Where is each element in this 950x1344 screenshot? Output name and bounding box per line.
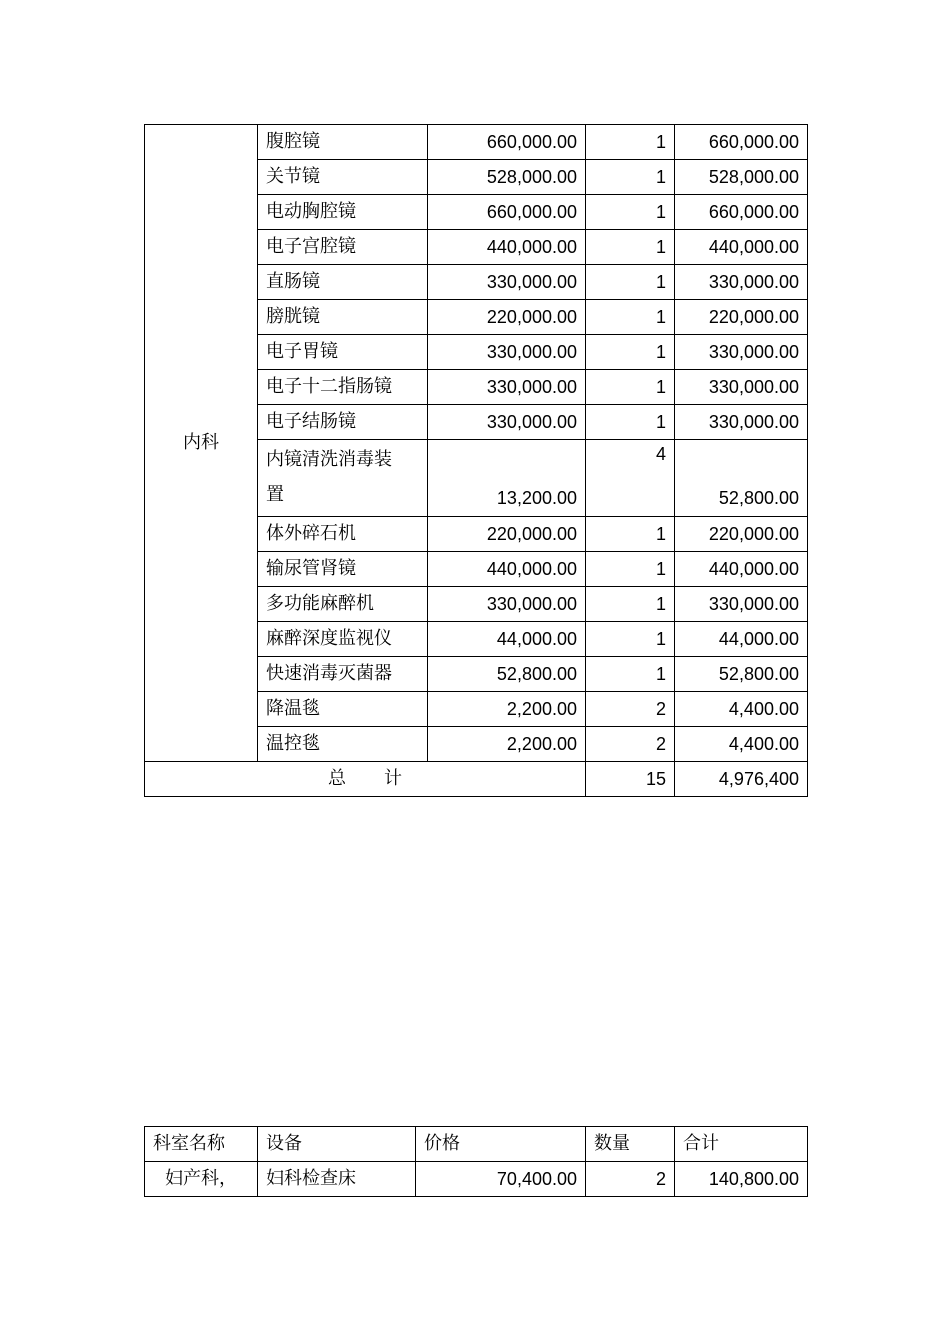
department-cell: 内科 [145,125,258,762]
price-cell: 660,000.00 [428,125,586,160]
header-device: 设备 [258,1127,416,1162]
device-cell [258,440,428,517]
price-cell: 220,000.00 [428,517,586,552]
qty-cell: 1 [586,335,675,370]
qty-cell: 1 [586,265,675,300]
qty-cell: 1 [586,300,675,335]
device-cell: 麻醉深度监视仪 [258,622,428,657]
qty-cell: 1 [586,160,675,195]
qty-cell: 2 [586,692,675,727]
table-row [145,125,808,160]
qty-cell: 1 [586,195,675,230]
total-cell: 440,000.00 [675,230,808,265]
price-cell: 330,000.00 [428,335,586,370]
total-cell: 330,000.00 [675,370,808,405]
qty-cell: 1 [586,657,675,692]
total-cell: 220,000.00 [675,517,808,552]
table-row [145,1162,808,1197]
total-cell: 330,000.00 [675,335,808,370]
device-cell: 快速消毒灭菌器 [258,657,428,692]
summary-label-a: 总 [328,768,346,789]
price-cell: 330,000.00 [428,370,586,405]
summary-label [145,762,586,797]
price-cell: 330,000.00 [428,265,586,300]
price-cell: 330,000.00 [428,405,586,440]
device-cell: 电子结肠镜 [258,405,428,440]
qty-cell: 1 [586,517,675,552]
qty-cell: 4 [586,440,675,517]
price-cell: 2,200.00 [428,727,586,762]
summary-label-b: 计 [384,768,402,789]
price-cell: 2,200.00 [428,692,586,727]
summary-qty: 15 [586,762,675,797]
total-cell: 4,400.00 [675,692,808,727]
header-qty: 数量 [586,1127,675,1162]
header-price: 价格 [416,1127,586,1162]
qty-cell: 2 [586,727,675,762]
device-cell: 关节镜 [258,160,428,195]
price-cell: 220,000.00 [428,300,586,335]
total-cell: 4,400.00 [675,727,808,762]
qty-cell: 1 [586,552,675,587]
qty-cell: 1 [586,405,675,440]
total-cell: 330,000.00 [675,587,808,622]
device-cell: 膀胱镜 [258,300,428,335]
device-cell: 妇科检查床 [258,1162,416,1197]
total-cell: 440,000.00 [675,552,808,587]
device-cell: 电动胸腔镜 [258,195,428,230]
total-cell: 660,000.00 [675,195,808,230]
qty-cell: 1 [586,587,675,622]
total-cell: 330,000.00 [675,405,808,440]
total-cell: 52,800.00 [675,657,808,692]
dept-cell: 妇产科， [145,1162,258,1197]
price-cell: 44,000.00 [428,622,586,657]
device-cell: 直肠镜 [258,265,428,300]
device-cell: 多功能麻醉机 [258,587,428,622]
price-cell: 330,000.00 [428,587,586,622]
header-dept: 科室名称 [145,1127,258,1162]
price-cell: 13,200.00 [428,440,586,517]
qty-cell: 1 [586,125,675,160]
price-cell: 52,800.00 [428,657,586,692]
device-cell: 降温毯 [258,692,428,727]
price-cell: 70,400.00 [416,1162,586,1197]
total-cell: 528,000.00 [675,160,808,195]
qty-cell: 2 [586,1162,675,1197]
equipment-table-internal-medicine [144,124,808,797]
qty-cell: 1 [586,370,675,405]
device-line-1: 内镜清洗消毒装 [266,449,392,470]
price-cell: 528,000.00 [428,160,586,195]
device-line-2: 置 [266,484,284,505]
device-cell: 腹腔镜 [258,125,428,160]
total-cell: 660,000.00 [675,125,808,160]
equipment-table-obstetrics [144,1126,808,1197]
device-cell: 输尿管肾镜 [258,552,428,587]
device-cell: 电子宫腔镜 [258,230,428,265]
summary-total: 4,976,400 [675,762,808,797]
total-cell: 220,000.00 [675,300,808,335]
total-cell: 44,000.00 [675,622,808,657]
price-cell: 660,000.00 [428,195,586,230]
total-cell: 140,800.00 [675,1162,808,1197]
device-cell: 温控毯 [258,727,428,762]
header-row [145,1127,808,1162]
qty-cell: 1 [586,230,675,265]
qty-cell: 1 [586,622,675,657]
total-cell: 330,000.00 [675,265,808,300]
price-cell: 440,000.00 [428,552,586,587]
header-total: 合计 [675,1127,808,1162]
device-cell: 电子胃镜 [258,335,428,370]
summary-row [145,762,808,797]
device-cell: 电子十二指肠镜 [258,370,428,405]
total-cell: 52,800.00 [675,440,808,517]
device-cell: 体外碎石机 [258,517,428,552]
price-cell: 440,000.00 [428,230,586,265]
